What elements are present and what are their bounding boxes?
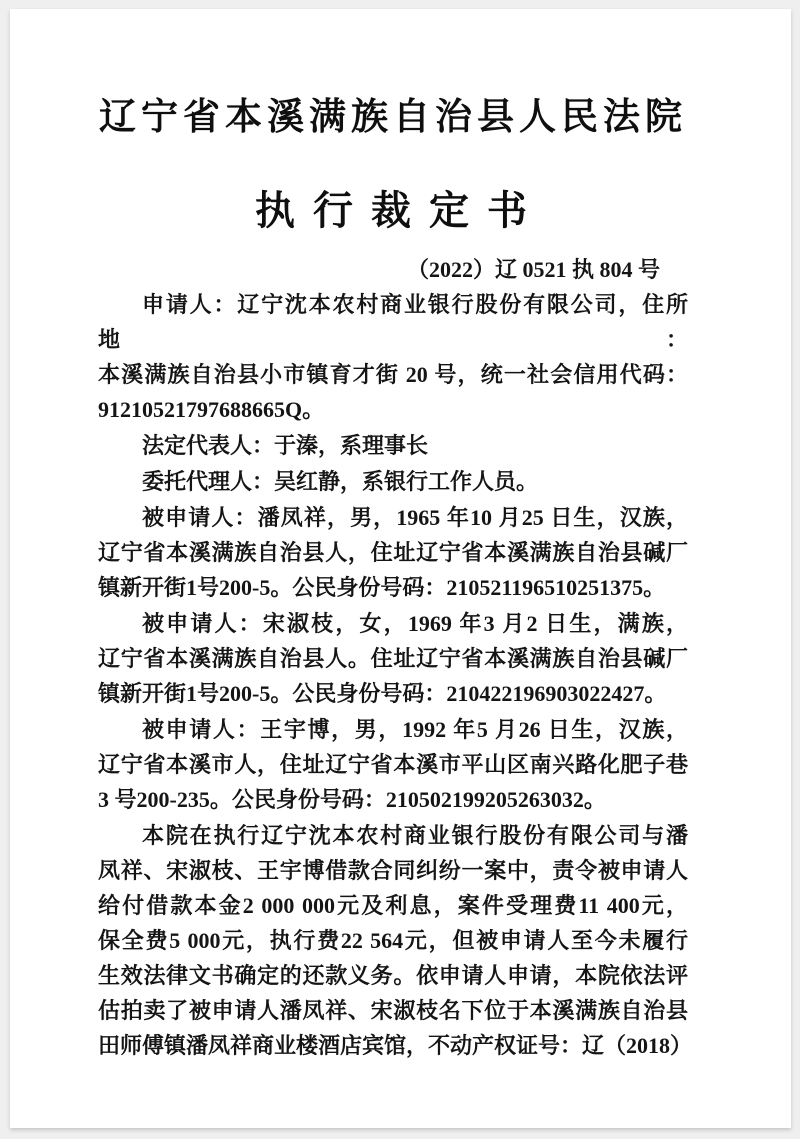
text-line: 辽宁省本溪满族自治县人。住址辽宁省本溪满族自治县碱厂 (98, 646, 688, 671)
text-line: 生效法律文书确定的还款义务。依申请人申请，本院依法评 (98, 963, 688, 988)
text-line: 被申请人：王宇博，男，1992 年5 月26 日生，汉族， (142, 717, 688, 742)
text-line: 3 号200-235。公民身份号码：210502199205263032。 (98, 787, 606, 812)
text-line: 镇新开街1号200-5。公民身份号码：210521196510251375。 (98, 575, 666, 600)
text-line: 保全费5 000元，执行费22 564元，但被申请人至今未履行 (98, 928, 688, 953)
text-line: 被申请人：潘凤祥，男，1965 年10 月25 日生，汉族， (142, 505, 688, 530)
text-line: 本溪满族自治县小市镇育才街 20 号，统一社会信用代码： (98, 362, 688, 387)
document-title: 执 行 裁 定 书 (255, 188, 531, 233)
paragraph (98, 818, 693, 1063)
court-name: 辽宁省本溪满族自治县人民法院 (99, 97, 687, 138)
paragraph (98, 712, 688, 817)
text-line: 辽宁省本溪满族自治县人，住址辽宁省本溪满族自治县碱厂 (98, 540, 688, 565)
case-number: （2022）辽 0521 执 804 号 (406, 257, 660, 282)
document-content (10, 9, 791, 1063)
document-page (10, 9, 791, 1128)
text-line: 估拍卖了被申请人潘凤祥、宋淑枝名下位于本溪满族自治县 (98, 998, 688, 1023)
text-line: 本院在执行辽宁沈本农村商业银行股份有限公司与潘 (142, 823, 688, 848)
paragraph (98, 606, 688, 711)
paragraph (98, 287, 688, 427)
text-line: 给付借款本金2 000 000元及利息，案件受理费11 400元， (98, 893, 688, 918)
paragraph (98, 500, 688, 605)
text-line: 委托代理人：吴红静，系银行工作人员。 (142, 469, 539, 494)
text-line: 申请人：辽宁沈本农村商业银行股份有限公司，住所地： (98, 292, 688, 352)
text-line: 镇新开街1号200-5。公民身份号码：210422196903022427。 (98, 681, 667, 706)
paragraph (98, 464, 688, 499)
document-body (98, 287, 693, 1063)
text-line: 被申请人：宋淑枝，女，1969 年3 月2 日生，满族， (142, 611, 688, 636)
text-line: 凤祥、宋淑枝、王宇博借款合同纠纷一案中，责令被申请人 (98, 858, 688, 883)
text-line: 辽宁省本溪市人，住址辽宁省本溪市平山区南兴路化肥子巷 (98, 752, 688, 777)
paragraph (98, 428, 688, 463)
text-line: 田师傅镇潘凤祥商业楼酒店宾馆，不动产权证号：辽（2018） (98, 1033, 693, 1058)
text-line: 法定代表人：于溱，系理事长 (142, 433, 429, 458)
text-line: 91210521797688665Q。 (98, 397, 325, 422)
